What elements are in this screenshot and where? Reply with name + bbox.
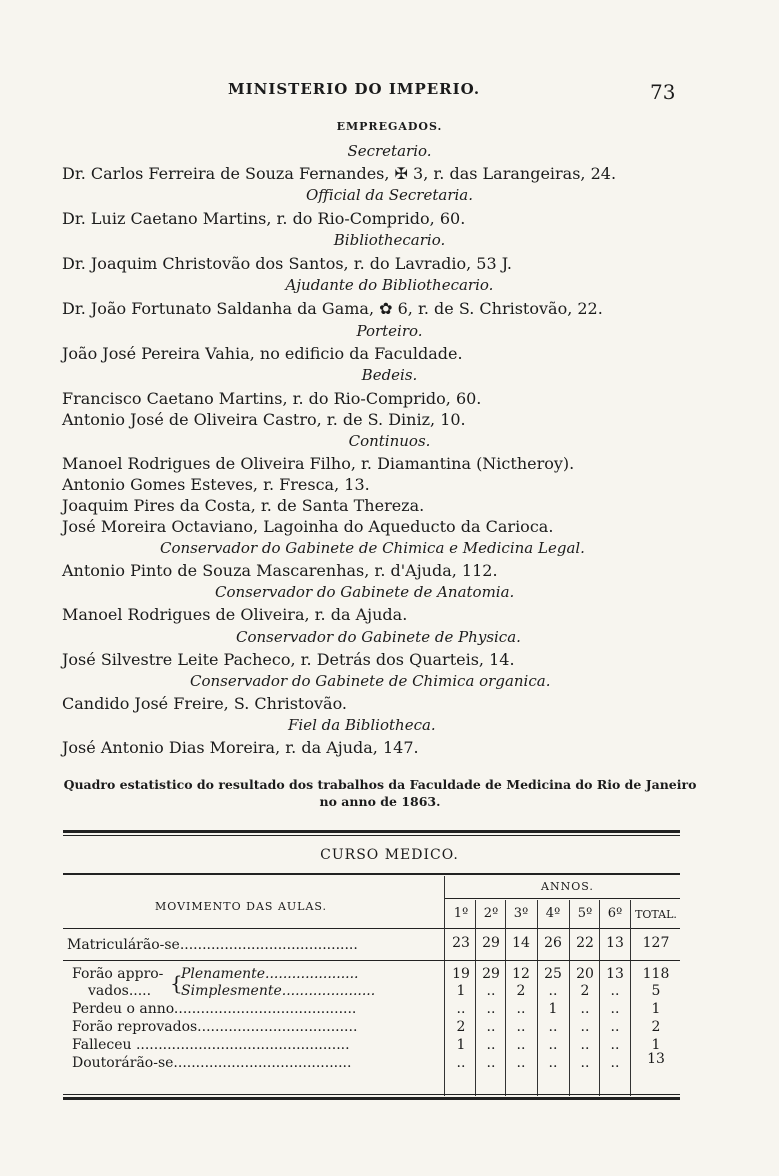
role-heading: Bedeis.: [361, 366, 418, 384]
row-label: Doutorárão-se........................................: [72, 1055, 352, 1071]
col-header: 3º: [513, 906, 529, 921]
cell: ..: [486, 1001, 496, 1017]
group-label: Forão appro-: [72, 966, 164, 982]
running-title: MINISTERIO DO IMPERIO.: [228, 80, 481, 98]
cell: 1: [456, 983, 466, 999]
cell-total: 5: [651, 983, 661, 999]
page-header: [0, 80, 779, 104]
role-heading: Continuos.: [348, 432, 431, 450]
cell: 25: [544, 966, 562, 982]
cell: 14: [512, 935, 530, 951]
row-label: Falleceu ................................................: [72, 1037, 350, 1053]
table-bottom-rule: [63, 1097, 680, 1100]
course-rule: [63, 873, 680, 875]
col-header: 1º: [453, 906, 469, 921]
brace-icon: {: [170, 971, 183, 995]
role-heading: Bibliothecario.: [333, 231, 446, 249]
header-bottom-rule: [63, 928, 680, 929]
table-top-rule: [63, 830, 680, 833]
annos-rule: [445, 898, 680, 899]
cell: ..: [610, 1055, 620, 1071]
cell: ..: [580, 1037, 590, 1053]
row-label: Plenamente.....................: [181, 966, 359, 982]
staff-line: Manoel Rodrigues de Oliveira, r. da Ajuda.: [62, 605, 408, 624]
cell: 29: [482, 966, 500, 982]
cell: 20: [576, 966, 594, 982]
cell: ..: [486, 1055, 496, 1071]
cell: ..: [486, 1037, 496, 1053]
staff-line: José Moreira Octaviano, Lagoinha do Aqueducto da Carioca.: [62, 517, 554, 536]
cell: 13: [606, 966, 624, 982]
staff-line: Joaquim Pires da Costa, r. de Santa Thereza.: [62, 496, 425, 515]
cell: ..: [610, 1001, 620, 1017]
staff-line: Antonio Gomes Esteves, r. Fresca, 13.: [62, 475, 370, 494]
table-bottom-rule-thin: [63, 1094, 680, 1095]
cell: 29: [482, 935, 500, 951]
staff-line: Candido José Freire, S. Christovão.: [62, 694, 348, 713]
staff-line: João José Pereira Vahia, no edificio da Faculdade.: [62, 344, 463, 363]
table-top-rule-thin: [63, 835, 680, 836]
cell: ..: [548, 1055, 558, 1071]
col-divider: [630, 900, 631, 1096]
cell: ..: [580, 1001, 590, 1017]
cell: 13: [606, 935, 624, 951]
cell: ..: [580, 1055, 590, 1071]
role-heading: Ajudante do Bibliothecario.: [285, 276, 494, 294]
cell: ..: [456, 1001, 466, 1017]
role-heading: Porteiro.: [356, 322, 423, 340]
group-label: vados.....: [88, 983, 152, 999]
cell-total: 2: [651, 1019, 661, 1035]
cell: 12: [512, 966, 530, 982]
role-heading: Conservador do Gabinete de Physica.: [236, 628, 521, 646]
cell: ..: [548, 1037, 558, 1053]
col-header-total: TOTAL.: [635, 908, 677, 921]
row-label: Forão reprovados....................................: [72, 1019, 358, 1035]
col-header: 6º: [607, 906, 623, 921]
cell-total: 1: [651, 1037, 661, 1053]
col-divider: [505, 900, 506, 1096]
staff-line: José Antonio Dias Moreira, r. da Ajuda, 147.: [62, 738, 419, 757]
cell: ..: [516, 1037, 526, 1053]
cell: 22: [576, 935, 594, 951]
col-header: 4º: [545, 906, 561, 921]
col-header: 2º: [483, 906, 499, 921]
row-label: Perdeu o anno.........................................: [72, 1001, 357, 1017]
cell: 2: [580, 983, 590, 999]
staff-line: Manoel Rodrigues de Oliveira Filho, r. Diamantina (Nictheroy).: [62, 454, 575, 473]
col-divider: [475, 900, 476, 1096]
role-heading: Conservador do Gabinete de Anatomia.: [215, 583, 515, 601]
page-number: 73: [650, 80, 676, 104]
cell-total: 1: [651, 1001, 661, 1017]
row-header: MOVIMENTO DAS AULAS.: [155, 900, 328, 913]
staff-line: Antonio José de Oliveira Castro, r. de S. Diniz, 10.: [62, 410, 466, 429]
staff-line: Dr. Joaquim Christovão dos Santos, r. do Lavradio, 53 J.: [62, 254, 512, 273]
row-rule: [63, 960, 680, 961]
cell: ..: [486, 1019, 496, 1035]
staff-line: Dr. Luiz Caetano Martins, r. do Rio-Comprido, 60.: [62, 209, 466, 228]
cell: 1: [456, 1037, 466, 1053]
cell: ..: [516, 1055, 526, 1071]
cell: 23: [452, 935, 470, 951]
cell-total: 13: [647, 1051, 665, 1067]
role-heading: Conservador do Gabinete de Chimica organica.: [190, 672, 551, 690]
col-divider: [444, 876, 445, 1096]
role-heading: Secretario.: [347, 142, 432, 160]
staff-line: Francisco Caetano Martins, r. do Rio-Comprido, 60.: [62, 389, 482, 408]
col-divider: [569, 900, 570, 1096]
cell: 26: [544, 935, 562, 951]
cell-total: 127: [642, 935, 670, 951]
col-divider: [599, 900, 600, 1096]
role-heading: Conservador do Gabinete de Chimica e Medicina Legal.: [160, 539, 585, 557]
cell: ..: [486, 983, 496, 999]
cell: ..: [548, 1019, 558, 1035]
course-title: CURSO MEDICO.: [320, 847, 459, 863]
cell: ..: [548, 983, 558, 999]
row-label: Simplesmente.....................: [181, 983, 376, 999]
cell: ..: [516, 1019, 526, 1035]
role-heading: Official da Secretaria.: [306, 186, 473, 204]
cell: ..: [516, 1001, 526, 1017]
table-caption: Quadro estatistico do resultado dos trabalhos da Faculdade de Medicina do Rio de Janeiro no anno de 1863.: [63, 777, 697, 809]
cell-total: 118: [642, 966, 670, 982]
section-title: EMPREGADOS.: [336, 120, 443, 133]
cell: 2: [516, 983, 526, 999]
cell: 19: [452, 966, 470, 982]
col-header: 5º: [577, 906, 593, 921]
staff-line: Dr. Carlos Ferreira de Souza Fernandes, ✠ 3, r. das Larangeiras, 24.: [62, 164, 617, 183]
col-divider: [537, 900, 538, 1096]
annos-header: ANNOS.: [541, 880, 594, 893]
staff-line: José Silvestre Leite Pacheco, r. Detrás dos Quarteis, 14.: [62, 650, 515, 669]
cell: ..: [610, 983, 620, 999]
role-heading: Fiel da Bibliotheca.: [288, 716, 436, 734]
staff-line: Dr. João Fortunato Saldanha da Gama, ✿ 6, r. de S. Christovão, 22.: [62, 299, 603, 318]
cell: ..: [610, 1037, 620, 1053]
cell: ..: [456, 1055, 466, 1071]
row-label: Matriculárão-se........................................: [67, 937, 358, 953]
cell: 2: [456, 1019, 466, 1035]
cell: ..: [580, 1019, 590, 1035]
cell: ..: [610, 1019, 620, 1035]
cell: 1: [548, 1001, 558, 1017]
staff-line: Antonio Pinto de Souza Mascarenhas, r. d'Ajuda, 112.: [62, 561, 498, 580]
